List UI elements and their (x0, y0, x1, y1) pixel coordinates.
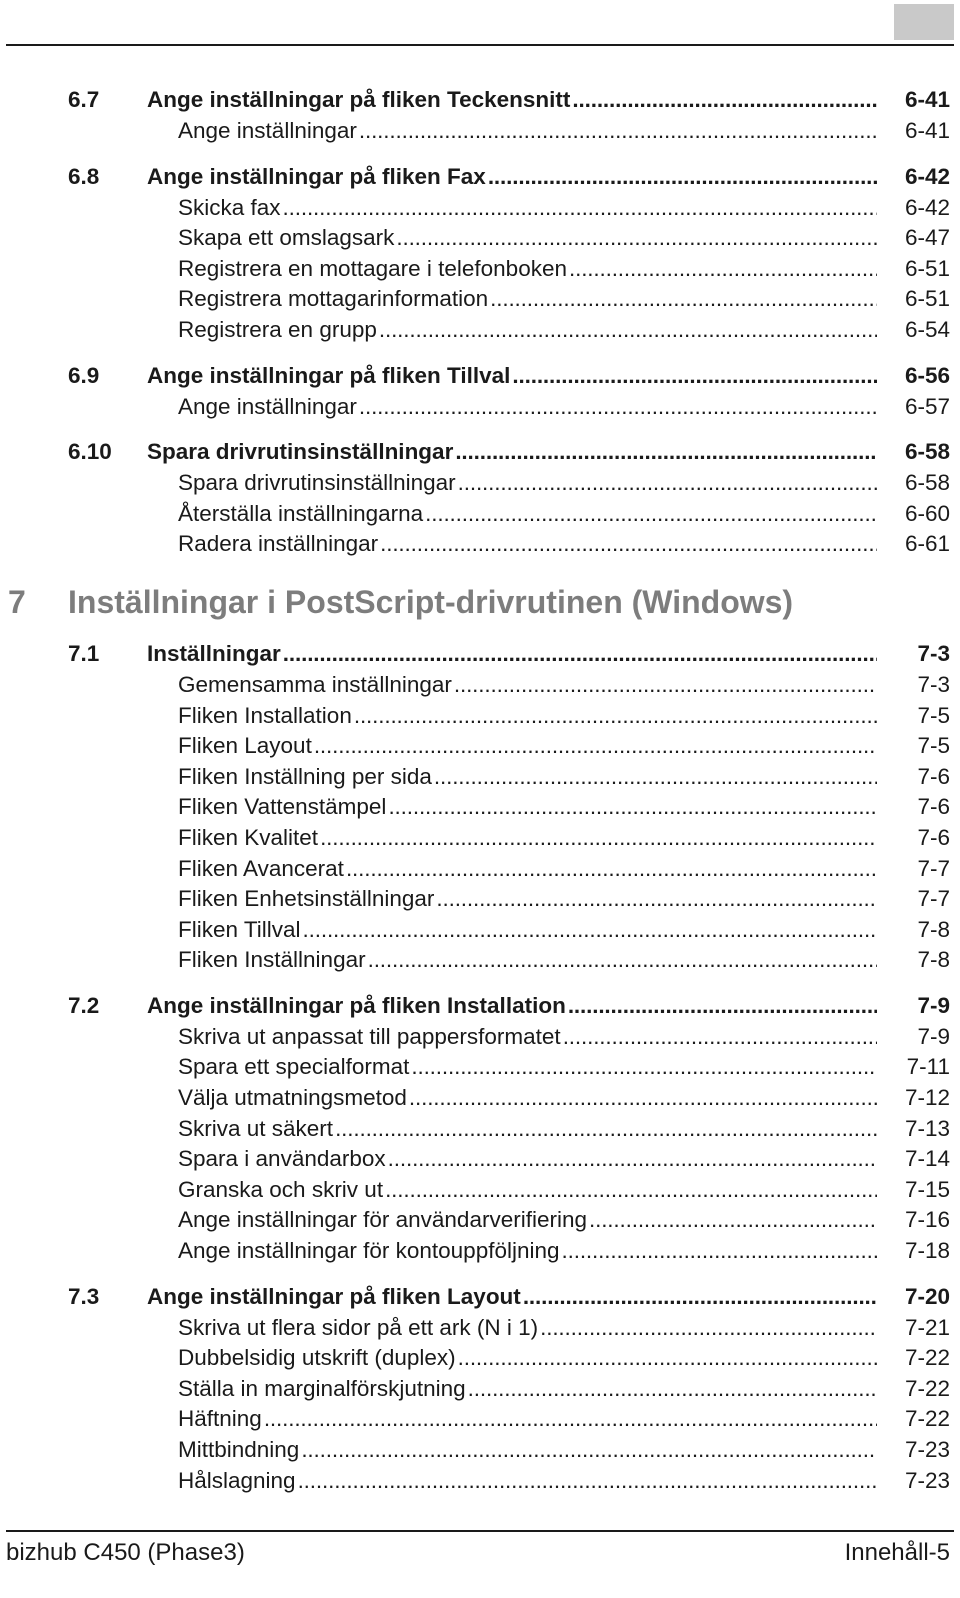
toc-entry-body (178, 762, 877, 793)
toc-section-row[interactable] (0, 990, 960, 1022)
toc-entry-title: Fliken Layout (178, 733, 312, 759)
toc-entry-row[interactable] (0, 254, 960, 285)
footer-product-name: bizhub C450 (Phase3) (6, 1539, 245, 1566)
toc-entry-body (178, 670, 877, 701)
toc-entry-body (178, 1466, 877, 1497)
toc-entry-title: Dubbelsidig utskrift (duplex) (178, 1345, 456, 1371)
toc-entry-title: Mittbindning (178, 1437, 300, 1462)
toc-entry-body (178, 854, 877, 885)
toc-entry-title: Fliken Installation (178, 702, 352, 728)
dot-leader (436, 884, 877, 915)
toc-page-number: 6-57 (904, 393, 950, 419)
dot-leader (562, 1236, 877, 1267)
toc-page-number: 6-54 (904, 316, 950, 342)
toc-entry-row[interactable] (0, 670, 960, 701)
toc-page-number: 7-5 (917, 702, 950, 728)
toc-page-number: 6-41 (904, 87, 950, 112)
toc-entry-row[interactable] (0, 915, 960, 946)
dot-leader (454, 670, 877, 701)
toc-section-number: 7.2 (68, 992, 100, 1018)
dot-leader (512, 360, 877, 392)
dot-leader (409, 1083, 877, 1114)
dot-leader (379, 315, 877, 346)
toc-entry-row[interactable] (0, 1052, 960, 1083)
toc-entry-row[interactable] (0, 1083, 960, 1114)
toc-entry-row[interactable] (0, 1144, 960, 1175)
toc-entry-title: Spara drivrutinsinställningar (147, 439, 454, 465)
dot-leader (569, 254, 877, 285)
toc-entry-title: Fliken Avancerat (178, 855, 344, 881)
toc-page-number: 7-7 (917, 855, 950, 881)
toc-entry-title: Ställa in marginalförskjutning (178, 1375, 466, 1401)
toc-entry-body (147, 84, 877, 116)
toc-entry-body (178, 1374, 877, 1405)
bottom-rule (6, 1530, 954, 1532)
toc-group-chapter-7 (0, 638, 960, 1496)
toc-entry-body (178, 1052, 877, 1083)
toc-entry-body (178, 116, 877, 147)
toc-entry-row[interactable] (0, 529, 960, 560)
toc-entry-row[interactable] (0, 823, 960, 854)
toc-entry-title: Spara drivrutinsinställningar (178, 470, 456, 496)
toc-entry-title: Fliken Enhetsinställningar (178, 886, 435, 912)
dot-leader (458, 468, 877, 499)
toc-page-number: 6-60 (904, 500, 950, 526)
dot-leader (303, 915, 877, 946)
toc-entry-title: Fliken Tillval (178, 916, 301, 942)
toc-page-number: 7-16 (904, 1207, 950, 1233)
toc-section-row[interactable] (0, 436, 960, 468)
dot-leader (264, 1404, 877, 1435)
toc-page-number: 7-22 (904, 1406, 950, 1432)
toc-entry-row[interactable] (0, 1236, 960, 1267)
toc-entry-body (178, 1175, 877, 1206)
dot-leader (523, 1281, 877, 1313)
toc-entry-title: Välja utmatningsmetod (178, 1085, 407, 1111)
toc-entry-row[interactable] (0, 315, 960, 346)
toc-entry-body (147, 436, 877, 468)
toc-entry-title: Fliken Inställning per sida (178, 763, 432, 789)
toc-entry-body (147, 161, 877, 193)
toc-entry-title: Ange inställningar för användarverifiering (178, 1207, 587, 1233)
dot-leader (458, 1343, 877, 1374)
toc-entry-body (178, 1435, 877, 1466)
toc-entry-body (178, 284, 877, 315)
toc-entry-body (147, 1281, 877, 1313)
chapter-heading (0, 566, 960, 638)
page-corner-tab (894, 4, 954, 40)
dot-leader (488, 161, 877, 193)
dot-leader (434, 762, 877, 793)
toc-entry-title: Ange inställningar på fliken Layout (147, 1283, 521, 1309)
toc-entry-row[interactable] (0, 884, 960, 915)
toc-page-number: 7-9 (917, 1023, 950, 1049)
dot-leader (385, 1175, 877, 1206)
toc-entry-title: Skicka fax (178, 194, 281, 220)
toc-entry-row[interactable] (0, 223, 960, 254)
toc-entry-body (178, 392, 877, 423)
toc-entry-title: Radera inställningar (178, 531, 379, 557)
toc-entry-row[interactable] (0, 1313, 960, 1344)
toc-section-number: 6.9 (68, 362, 100, 388)
dot-leader (396, 223, 877, 254)
toc-entry-title: Spara ett specialformat (178, 1054, 410, 1080)
toc-entry-title: Skriva ut säkert (178, 1115, 334, 1141)
dot-leader (298, 1466, 877, 1497)
dot-leader (388, 1144, 877, 1175)
toc-entry-row[interactable] (0, 792, 960, 823)
toc-entry-body (178, 1404, 877, 1435)
toc-entry-title: Registrera mottagarinformation (178, 286, 489, 312)
toc-entry-body (178, 1236, 877, 1267)
toc-entry-row[interactable] (0, 284, 960, 315)
toc-section-number: 6.8 (68, 163, 100, 189)
toc-entry-title: Granska och skriv ut (178, 1176, 384, 1202)
toc-page-number: 7-8 (917, 947, 950, 973)
toc-entry-body (178, 193, 877, 224)
toc-page-number: 7-11 (906, 1054, 950, 1080)
toc-page-number: 6-51 (904, 255, 950, 281)
toc-entry-body (178, 1022, 877, 1053)
toc-page-number: 7-3 (917, 671, 950, 697)
toc-page-number: 7-15 (904, 1176, 950, 1202)
toc-page-number: 6-58 (904, 470, 950, 496)
dot-leader (589, 1205, 877, 1236)
dot-leader (540, 1313, 877, 1344)
toc-entry-body (178, 529, 877, 560)
dot-leader (490, 284, 877, 315)
toc-section-number: 6.7 (68, 87, 100, 112)
toc-entry-body (178, 792, 877, 823)
toc-entry-row[interactable] (0, 193, 960, 224)
toc-entry-title: Fliken Vattenstämpel (178, 794, 387, 820)
toc-section-row[interactable] (0, 161, 960, 193)
toc-page-number: 7-6 (917, 763, 950, 789)
dot-leader (283, 193, 877, 224)
dot-leader (572, 84, 877, 116)
dot-leader (320, 823, 877, 854)
toc-entry-title: Fliken Kvalitet (178, 824, 319, 850)
dot-leader (335, 1114, 877, 1145)
toc-page-number: 7-5 (917, 733, 950, 759)
toc-entry-body (178, 915, 877, 946)
toc-entry-title: Ange inställningar på fliken Fax (147, 163, 486, 189)
toc-page-number: 7-7 (917, 886, 950, 912)
toc-entry-body (147, 990, 877, 1022)
toc-entry-row[interactable] (0, 1022, 960, 1053)
dot-leader (380, 529, 877, 560)
toc-entry-row[interactable] (0, 1343, 960, 1374)
toc-entry-row[interactable] (0, 468, 960, 499)
toc-entry-title: Ange inställningar för kontouppföljning (178, 1238, 560, 1264)
toc-entry-body (178, 254, 877, 285)
toc-page-number: 7-18 (904, 1238, 950, 1264)
toc-page-number: 6-56 (904, 362, 950, 388)
dot-leader (359, 392, 877, 423)
toc-group-chapter-6 (0, 84, 960, 560)
dot-leader (283, 638, 877, 670)
toc-entry-row[interactable] (0, 116, 960, 147)
toc-section-number: 7.3 (68, 1283, 100, 1309)
toc-page-number: 7-6 (917, 824, 950, 850)
chapter-number: 7 (8, 583, 26, 620)
toc-page-number: 7-22 (904, 1345, 950, 1371)
toc-entry-row[interactable] (0, 1175, 960, 1206)
toc-section-row[interactable] (0, 638, 960, 670)
toc-entry-body (178, 1083, 877, 1114)
toc-entry-body (178, 945, 877, 976)
toc-entry-title: Registrera en mottagare i telefonboken (178, 255, 567, 281)
toc-section-number: 7.1 (68, 640, 100, 666)
dot-leader (468, 1374, 877, 1405)
toc-entry-body (178, 223, 877, 254)
dot-leader (388, 792, 877, 823)
toc-page-number: 6-61 (904, 531, 950, 557)
toc-entry-row[interactable] (0, 762, 960, 793)
dot-leader (368, 945, 877, 976)
toc-entry-body (178, 499, 877, 530)
toc-entry-body (178, 1144, 877, 1175)
toc-page-number: 7-23 (904, 1467, 950, 1493)
toc-entry-body (178, 1313, 877, 1344)
toc-page-number: 7-22 (904, 1375, 950, 1401)
toc-page-number: 7-8 (917, 916, 950, 942)
toc-entry-body (147, 360, 877, 392)
dot-leader (455, 436, 877, 468)
toc-entry-body (178, 884, 877, 915)
toc-entry-body (178, 701, 877, 732)
toc-entry-row[interactable] (0, 392, 960, 423)
toc-entry-title: Hålslagning (178, 1467, 296, 1493)
dot-leader (568, 990, 877, 1022)
toc-entry-title: Återställa inställningarna (178, 500, 424, 526)
toc-entry-title: Registrera en grupp (178, 316, 377, 342)
toc-entry-body (178, 315, 877, 346)
table-of-contents (0, 84, 960, 1496)
toc-entry-body (178, 1205, 877, 1236)
footer-page-number: Innehåll-5 (844, 1539, 950, 1566)
toc-page-number: 7-20 (904, 1283, 950, 1309)
toc-entry-row[interactable] (0, 1404, 960, 1435)
toc-entry-title: Ange inställningar (178, 393, 357, 419)
toc-entry-body (178, 731, 877, 762)
toc-page-number: 7-6 (917, 794, 950, 820)
toc-entry-title: Ange inställningar (178, 118, 357, 143)
dot-leader (563, 1022, 877, 1053)
toc-entry-title: Ange inställningar på fliken Teckensnitt (147, 87, 571, 112)
toc-section-row[interactable] (0, 360, 960, 392)
dot-leader (301, 1435, 877, 1466)
toc-page-number: 6-42 (904, 163, 950, 189)
toc-entry-row[interactable] (0, 945, 960, 976)
dot-leader (411, 1052, 877, 1083)
dot-leader (425, 499, 877, 530)
toc-entry-row[interactable] (0, 1114, 960, 1145)
toc-entry-body (178, 1114, 877, 1145)
toc-page-number: 7-13 (904, 1115, 950, 1141)
dot-leader (314, 731, 877, 762)
dot-leader (346, 854, 877, 885)
toc-entry-title: Fliken Inställningar (178, 947, 366, 973)
toc-entry-body (178, 468, 877, 499)
toc-page-number: 7-23 (904, 1437, 950, 1462)
toc-entry-title: Ange inställningar på fliken Installation (147, 992, 566, 1018)
toc-entry-title: Gemensamma inställningar (178, 671, 452, 697)
toc-entry-row[interactable] (0, 701, 960, 732)
toc-entry-title: Häftning (178, 1406, 262, 1432)
toc-entry-row[interactable] (0, 1435, 960, 1466)
toc-page-number: 6-58 (904, 439, 950, 465)
toc-entry-body (178, 1343, 877, 1374)
top-rule (6, 44, 954, 46)
toc-entry-title: Inställningar (147, 640, 281, 666)
toc-page-number: 7-3 (917, 640, 950, 666)
toc-entry-title: Ange inställningar på fliken Tillval (147, 362, 511, 388)
toc-entry-row[interactable] (0, 1205, 960, 1236)
toc-page-number: 7-12 (904, 1085, 950, 1111)
toc-entry-body (147, 638, 877, 670)
toc-entry-row[interactable] (0, 1374, 960, 1405)
toc-page-number: 7-14 (904, 1146, 950, 1172)
chapter-title: Inställningar i PostScript-drivrutinen (Windows) (68, 583, 794, 620)
toc-page-number: 7-21 (904, 1314, 950, 1340)
toc-entry-row[interactable] (0, 731, 960, 762)
dot-leader (354, 701, 877, 732)
toc-entry-title: Skapa ett omslagsark (178, 225, 395, 251)
toc-entry-title: Spara i användarbox (178, 1146, 386, 1172)
toc-section-number: 6.10 (68, 439, 112, 465)
toc-entry-body (178, 823, 877, 854)
toc-page-number: 7-9 (917, 992, 950, 1018)
toc-entry-row[interactable] (0, 1466, 960, 1497)
toc-entry-title: Skriva ut flera sidor på ett ark (N i 1) (178, 1314, 539, 1340)
toc-page-number: 6-51 (904, 286, 950, 312)
toc-entry-row[interactable] (0, 499, 960, 530)
toc-entry-title: Skriva ut anpassat till pappersformatet (178, 1023, 561, 1049)
toc-entry-row[interactable] (0, 854, 960, 885)
toc-page-number: 6-41 (904, 118, 950, 143)
toc-page-number: 6-42 (904, 194, 950, 220)
toc-section-row[interactable] (0, 84, 960, 116)
dot-leader (359, 116, 877, 147)
toc-section-row[interactable] (0, 1281, 960, 1313)
toc-page-number: 6-47 (904, 225, 950, 251)
